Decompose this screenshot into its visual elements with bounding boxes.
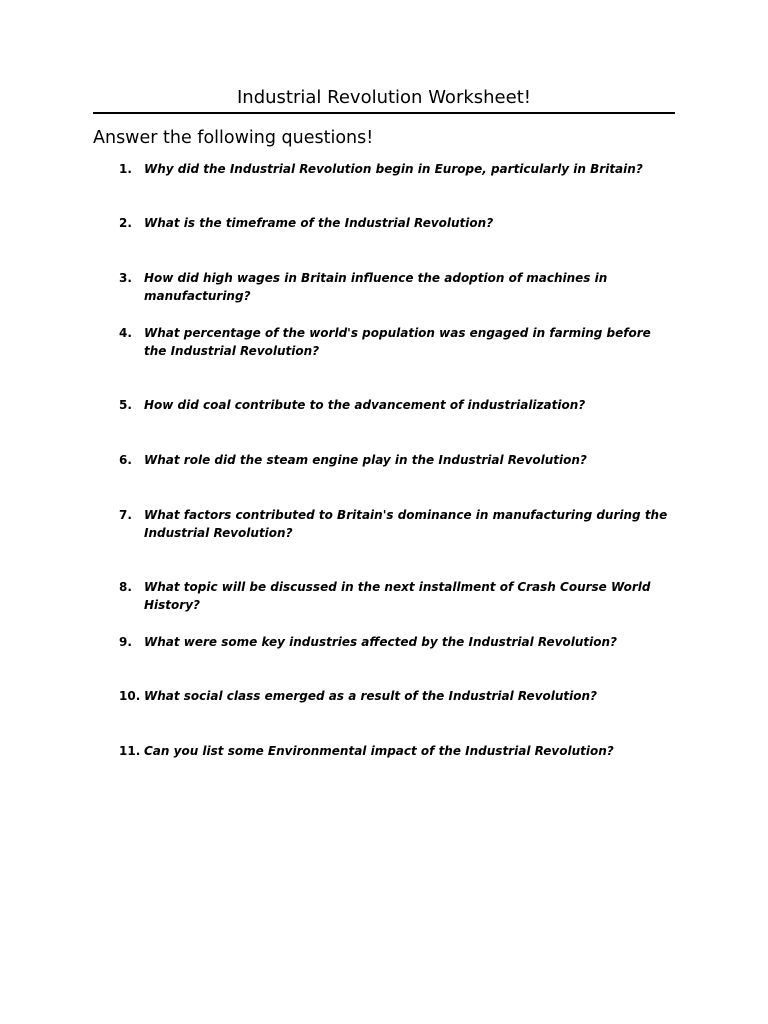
question-item xyxy=(119,396,679,414)
question-text: Can you list some Environmental impact of the Industrial Revolution? xyxy=(144,744,614,758)
question-item xyxy=(119,742,679,760)
question-number: 5. xyxy=(119,398,132,412)
question-number: 10. xyxy=(119,689,141,703)
question-item xyxy=(119,214,679,232)
instructions-heading: Answer the following questions! xyxy=(93,128,374,148)
question-item xyxy=(119,451,679,469)
question-number: 3. xyxy=(119,271,132,285)
question-item xyxy=(119,324,679,360)
question-text: Why did the Industrial Revolution begin in Europe, particularly in Britain? xyxy=(144,162,643,176)
question-text: What is the timeframe of the Industrial Revolution? xyxy=(144,216,494,230)
question-text: How did high wages in Britain influence the adoption of machines in manufacturing? xyxy=(144,271,608,303)
question-text: What topic will be discussed in the next installment of Crash Course World History? xyxy=(144,580,651,612)
question-number: 8. xyxy=(119,580,132,594)
question-text: What percentage of the world's population was engaged in farming before the Industrial Revolution? xyxy=(144,326,651,358)
question-number: 9. xyxy=(119,635,132,649)
question-number: 7. xyxy=(119,508,132,522)
question-number: 1. xyxy=(119,162,132,176)
question-text: What role did the steam engine play in the Industrial Revolution? xyxy=(144,453,587,467)
question-number: 6. xyxy=(119,453,132,467)
question-number: 2. xyxy=(119,216,132,230)
question-item xyxy=(119,160,679,178)
question-item xyxy=(119,506,679,542)
question-item xyxy=(119,578,679,614)
question-text: What were some key industries affected by the Industrial Revolution? xyxy=(144,635,618,649)
question-number: 11. xyxy=(119,744,141,758)
question-item xyxy=(119,633,679,651)
question-text: What factors contributed to Britain's dominance in manufacturing during the Industrial Revolution? xyxy=(144,508,668,540)
question-item xyxy=(119,687,679,705)
question-text: What social class emerged as a result of the Industrial Revolution? xyxy=(144,689,598,703)
question-number: 4. xyxy=(119,326,132,340)
question-item xyxy=(119,269,679,305)
page-title: Industrial Revolution Worksheet! xyxy=(237,87,531,108)
question-text: How did coal contribute to the advancement of industrialization? xyxy=(144,398,586,412)
